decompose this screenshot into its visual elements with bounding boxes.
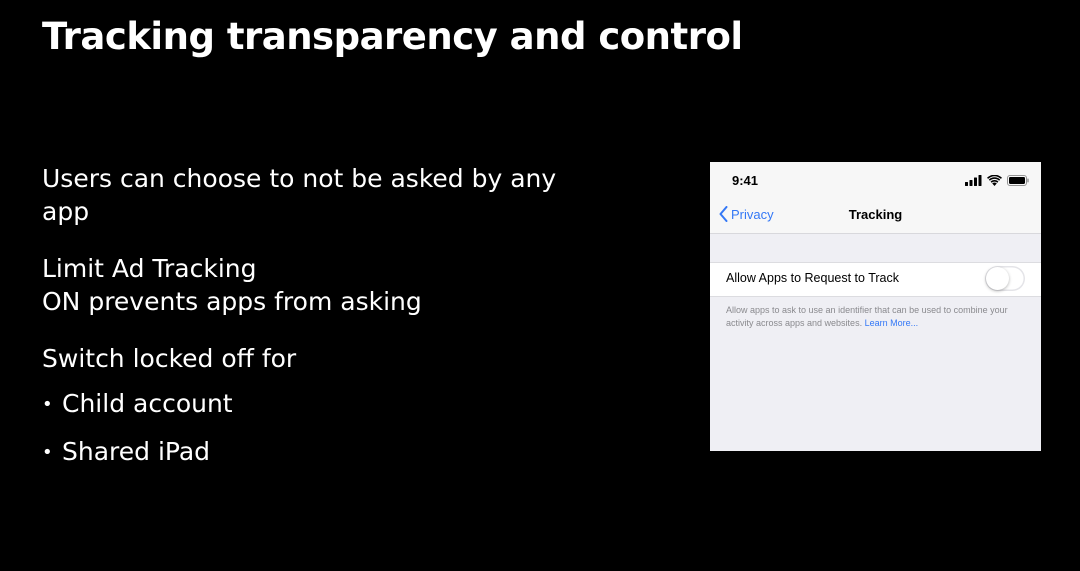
sub-bullet-shared-ipad xyxy=(42,435,562,471)
nav-title: Tracking xyxy=(848,207,903,222)
wifi-icon xyxy=(987,175,1002,186)
status-bar xyxy=(710,162,1041,200)
navigation-bar xyxy=(710,200,1041,234)
bullet-paragraph-limit-ad-tracking xyxy=(42,252,562,318)
limit-ad-tracking-line: Limit Ad Tracking xyxy=(42,254,257,283)
status-icons xyxy=(965,175,1029,186)
bullet-paragraph-users-choose: Users can choose to not be asked by any app xyxy=(42,164,557,226)
sub-bullet-label: Child account xyxy=(62,389,233,418)
setting-label: Allow Apps to Request to Track xyxy=(726,271,900,285)
bullet-paragraph-switch-locked: Switch locked off for xyxy=(42,344,297,373)
setting-footnote xyxy=(726,304,1016,329)
toggle-knob xyxy=(986,267,1009,290)
footnote-text: Allow apps to ask to use an identifier that can be used to combine your activity across apps and websites. xyxy=(726,305,1008,328)
slide-title: Tracking transparency and control xyxy=(42,15,743,58)
setting-row-allow-tracking xyxy=(710,262,1041,297)
signal-bars-icon xyxy=(965,175,982,186)
sub-bullet-label: Shared iPad xyxy=(62,437,211,466)
learn-more-link[interactable]: Learn More... xyxy=(864,317,919,328)
status-time: 9:41 xyxy=(732,173,759,188)
battery-icon xyxy=(1007,175,1029,186)
allow-tracking-toggle[interactable] xyxy=(985,266,1025,291)
back-button-label: Privacy xyxy=(731,206,774,222)
bullet-dot-icon: • xyxy=(42,442,53,463)
bullet-dot-icon: • xyxy=(42,394,53,415)
bullet-list xyxy=(42,162,562,471)
prevents-apps-line: ON prevents apps from asking xyxy=(42,287,422,316)
phone-screenshot xyxy=(710,162,1041,451)
sub-bullet-child-account xyxy=(42,387,562,423)
